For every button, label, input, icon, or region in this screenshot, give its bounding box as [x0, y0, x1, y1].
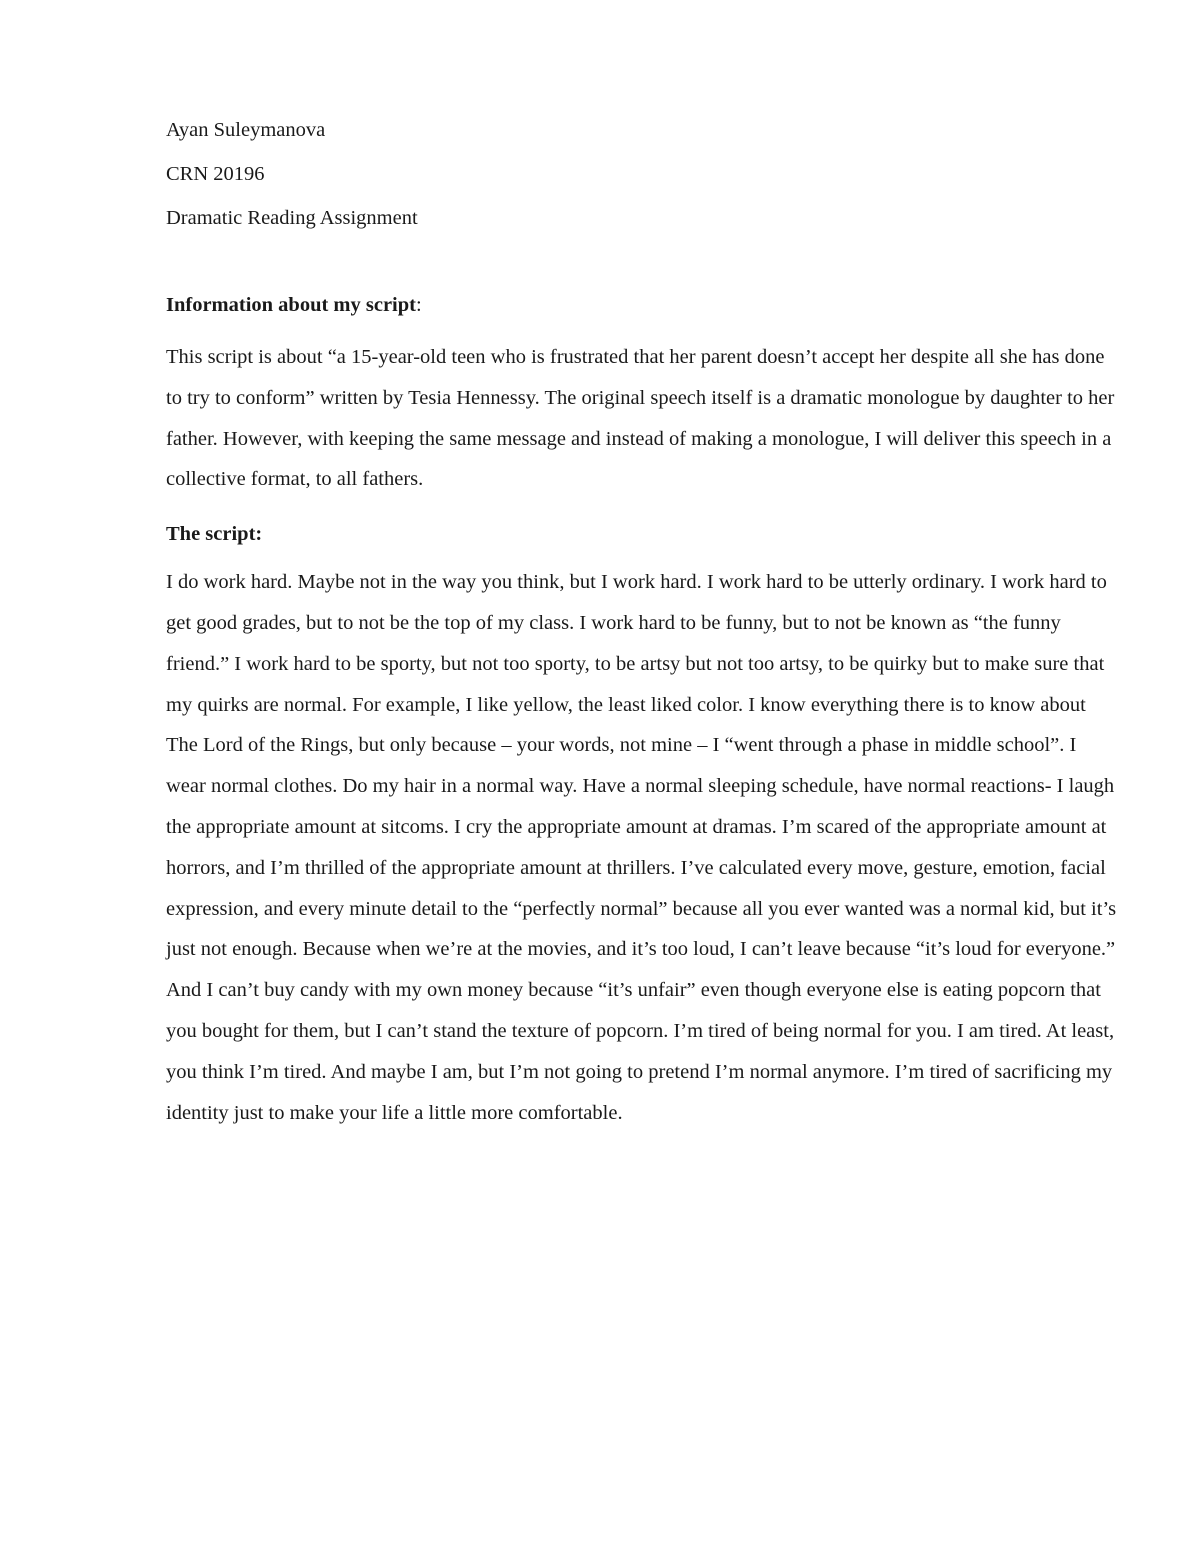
info-heading-text: Information about my script: [166, 294, 416, 316]
document-page: [166, 108, 1121, 1133]
script-paragraph: I do work hard. Maybe not in the way you think, but I work hard. I work hard to be utterly ordinary. I work hard to get good grades, but to not be the top of my class. I work hard to be funny, but to not be known as “the funny friend.” I work hard to be sporty, but not too sporty, to be artsy but not too artsy, to be quirky but to make sure that my quirks are normal. For example, I like yellow, the least liked color. I know everything there is to know about The Lord of the Rings, but only because – your words, not mine – I “went through a phase in middle school”. I wear normal clothes. Do my hair in a normal way. Have a normal sleeping schedule, have normal reactions- I laugh the appropriate amount at sitcoms. I cry the appropriate amount at dramas. I’m scared of the appropriate amount at horrors, and I’m thrilled of the appropriate amount at thrillers. I’ve calculated every move, gesture, emotion, facial expression, and every minute detail to the “perfectly normal” because all you ever wanted was a normal kid, but it’s just not enough. Because when we’re at the movies, and it’s too loud, I can’t leave because “it’s loud for everyone.” And I can’t buy candy with my own money because “it’s unfair” even though everyone else is eating popcorn that you bought for them, but I can’t stand the texture of popcorn. I’m tired of being normal for you. I am tired. At least, you think I’m tired. And maybe I am, but I’m not going to pretend I’m normal anymore. I’m tired of sacrificing my identity just to make your life a little more comfortable.: [166, 571, 1117, 1124]
assignment-title: Dramatic Reading Assignment: [166, 207, 418, 229]
info-heading-colon: :: [415, 294, 422, 316]
course-crn: CRN 20196: [166, 163, 265, 185]
info-heading: [166, 285, 1121, 325]
author-name: Ayan Suleymanova: [166, 119, 326, 141]
script-heading: The script:: [166, 523, 263, 546]
info-paragraph: This script is about “a 15-year-old teen who is frustrated that her parent doesn’t accept her despite all she has done to try to conform” written by Tesia Hennessy. The original speech itself is a dramatic monologue by daughter to her father. However, with keeping the same message and instead of making a monologue, I will deliver this speech in a collective format, to all fathers.: [166, 346, 1115, 491]
